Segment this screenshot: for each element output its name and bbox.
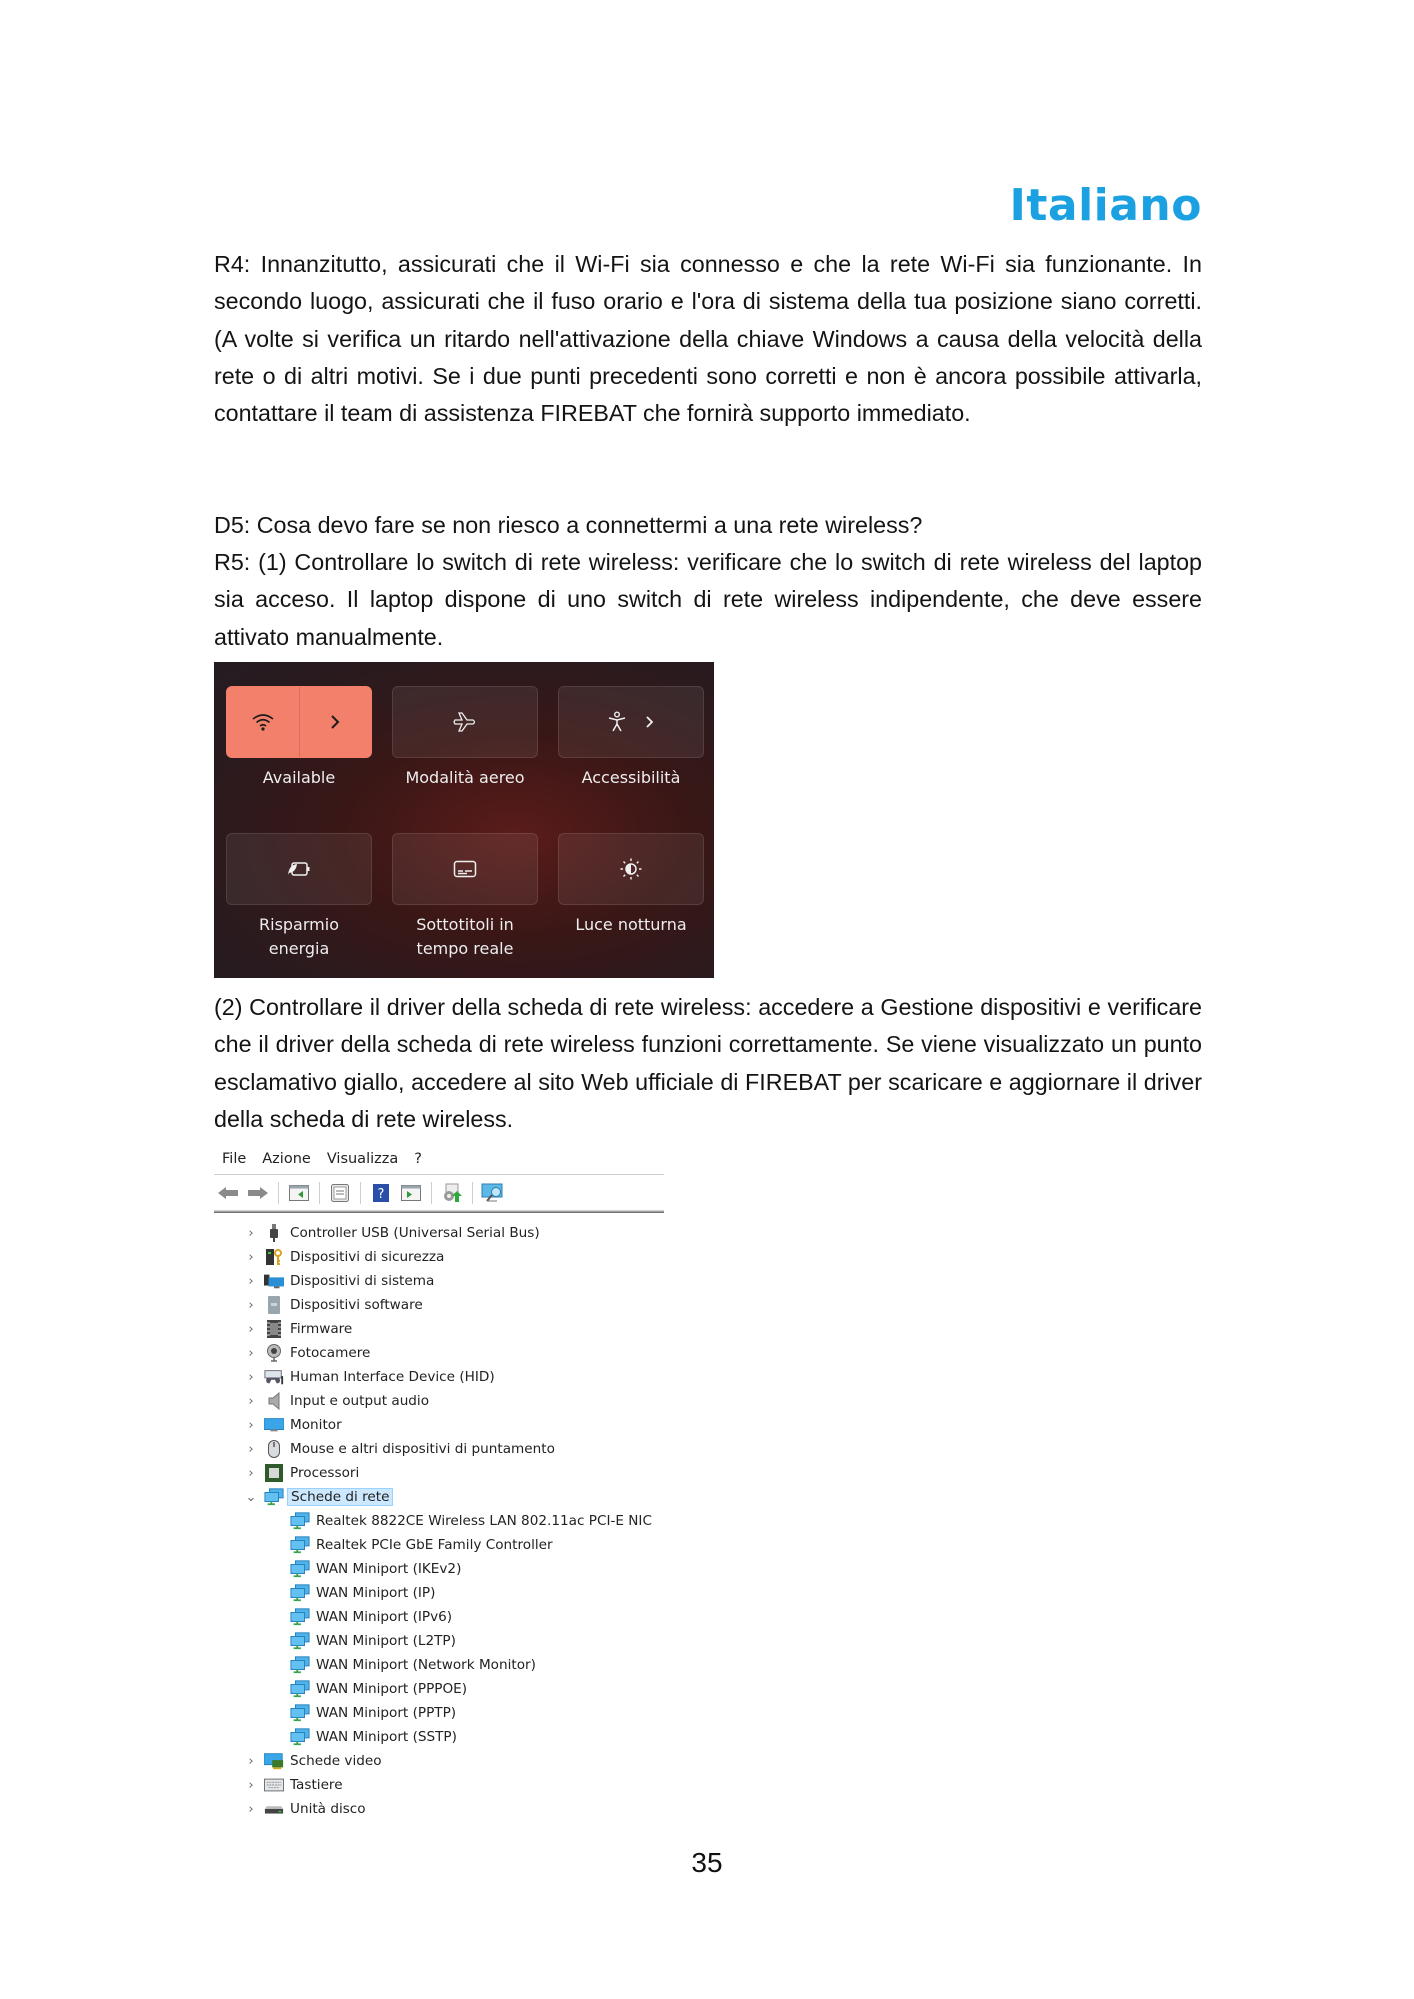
tree-item-label: Mouse e altri dispositivi di puntamento (290, 1441, 555, 1457)
tree-child-adapter[interactable] (284, 1701, 456, 1725)
adapter-label: Realtek PCIe GbE Family Controller (316, 1537, 553, 1553)
tree-child-adapter[interactable] (284, 1509, 652, 1533)
tree-item-audio[interactable] (244, 1389, 429, 1413)
tree-item-label: Firmware (290, 1321, 353, 1337)
live-captions-label-line1: Sottotitoli in (416, 915, 514, 934)
answer-r4-text: R4: Innanzitutto, assicurati che il Wi-Fi sia connesso e che la rete Wi-Fi sia funzionante. In secondo luogo, assicurati che il fuso orario e l'ora di sistema della tua posizione siano corretti. (A volte si verifica un ritardo nell'attivazione della chiave Windows a causa della velocità della rete o di altri motivi. Se i due punti precedenti sono corretti e non è ancora possibile attivarla, contattare il team di assistenza FIREBAT che fornirà supporto immediato. (214, 251, 1202, 427)
show-action-pane-icon[interactable] (399, 1182, 423, 1204)
chevron-right-icon (329, 714, 341, 730)
tree-item-label: Monitor (290, 1417, 342, 1433)
tree-item-label: Fotocamere (290, 1345, 371, 1361)
airplane-mode-label: Modalità aereo (405, 768, 525, 787)
display-adapter-icon (264, 1752, 284, 1770)
mouse-icon (264, 1440, 284, 1458)
toolbar-separator (472, 1182, 473, 1204)
adapter-label: WAN Miniport (PPPOE) (316, 1681, 468, 1697)
chevron-right-icon[interactable]: › (248, 1801, 254, 1817)
battery-saver-label-line1: Risparmio (259, 915, 339, 934)
answer-r5-part1-text: R5: (1) Controllare lo switch di rete wireless: verificare che lo switch di rete wireless del laptop sia acceso. Il laptop dispone di uno switch di rete wireless indipendente, che deve essere attivato manualmente. (214, 549, 1202, 650)
airplane-mode-tile[interactable] (392, 686, 538, 758)
battery-saver-label (219, 913, 379, 961)
chevron-right-icon (645, 715, 655, 729)
question-d5-text: D5: Cosa devo fare se non riesco a connettermi a una rete wireless? (214, 512, 923, 538)
wifi-icon (252, 713, 274, 731)
chevron-right-icon[interactable]: › (248, 1465, 254, 1481)
tree-item-keyboards[interactable] (244, 1773, 343, 1797)
accessibility-icon (607, 711, 627, 733)
menu-azione[interactable]: Azione (262, 1151, 311, 1167)
question-d5 (214, 507, 1202, 544)
accessibility-label: Accessibilità (581, 768, 681, 787)
svg-text:?: ? (377, 1187, 385, 1202)
chevron-right-icon[interactable]: › (248, 1777, 254, 1793)
menu-visualizza[interactable]: Visualizza (326, 1151, 399, 1167)
tree-child-adapter[interactable] (284, 1605, 452, 1629)
wifi-expand-button[interactable] (299, 687, 372, 757)
network-adapter-icon (290, 1584, 310, 1602)
night-light-label: Luce notturna (575, 915, 687, 934)
network-adapter-icon (290, 1632, 310, 1650)
tree-item-usb-controllers[interactable] (244, 1221, 540, 1245)
menu-file[interactable]: File (222, 1151, 247, 1167)
tree-item-cameras[interactable] (244, 1341, 370, 1365)
answer-r5-part2 (214, 989, 1202, 1138)
network-adapter-icon (290, 1704, 310, 1722)
chevron-right-icon[interactable]: › (248, 1297, 254, 1313)
adapter-label: WAN Miniport (IKEv2) (316, 1561, 462, 1577)
tree-item-label: Schede video (290, 1753, 382, 1769)
airplane-icon (453, 711, 477, 733)
forward-arrow-icon[interactable] (246, 1182, 270, 1204)
back-arrow-icon[interactable] (216, 1182, 240, 1204)
hid-icon (264, 1368, 284, 1386)
tree-item-label: Dispositivi di sistema (290, 1273, 435, 1289)
disk-drive-icon (264, 1800, 284, 1818)
network-adapter-icon (290, 1560, 310, 1578)
update-driver-icon[interactable] (440, 1182, 464, 1204)
network-adapter-icon (290, 1656, 310, 1674)
properties-icon[interactable] (328, 1182, 352, 1204)
battery-saver-label-line2: energia (268, 939, 330, 958)
tree-item-label: Processori (290, 1465, 360, 1481)
adapter-label: WAN Miniport (Network Monitor) (316, 1657, 536, 1673)
live-captions-label (385, 913, 545, 961)
tree-item-mouse[interactable] (244, 1437, 555, 1461)
tree-item-firmware[interactable] (244, 1317, 352, 1341)
adapter-label: Realtek 8822CE Wireless LAN 802.11ac PCI-E NIC (316, 1513, 652, 1529)
night-light-tile[interactable] (558, 833, 704, 905)
tree-item-label: Dispositivi software (290, 1297, 423, 1313)
answer-r5-part1 (214, 544, 1202, 656)
tree-child-adapter[interactable] (284, 1725, 457, 1749)
monitor-icon (264, 1416, 284, 1434)
adapter-label: WAN Miniport (PPTP) (316, 1705, 457, 1721)
tree-item-label: Input e output audio (290, 1393, 430, 1409)
device-manager-screenshot (214, 1147, 664, 1817)
chevron-right-icon[interactable]: › (248, 1441, 254, 1457)
system-device-icon (264, 1272, 284, 1290)
toolbar (214, 1178, 664, 1208)
usb-icon (264, 1224, 284, 1242)
wifi-tile[interactable] (226, 686, 372, 758)
menu-help[interactable]: ? (414, 1151, 422, 1167)
live-captions-tile[interactable] (392, 833, 538, 905)
tree-item-hid[interactable] (244, 1365, 495, 1389)
answer-r5-part2-text: (2) Controllare il driver della scheda di rete wireless: accedere a Gestione dispositivi e verificare che il driver della scheda di rete wireless funzioni correttamente. Se viene visualizzato un punto esclamativo giallo, accedere al sito Web ufficiale di FIREBAT per scaricare e aggiornare il driver della scheda di rete wireless. (214, 994, 1202, 1132)
accessibility-tile[interactable] (558, 686, 704, 758)
tree-child-adapter[interactable] (284, 1581, 435, 1605)
network-adapter-icon (290, 1512, 310, 1530)
menu-bar (222, 1151, 422, 1167)
network-adapter-icon (264, 1488, 284, 1506)
adapter-label: WAN Miniport (SSTP) (316, 1729, 457, 1745)
tree-child-adapter[interactable] (284, 1557, 461, 1581)
network-adapter-icon (290, 1536, 310, 1554)
page-heading: Italiano (1009, 180, 1202, 231)
toolbar-separator (319, 1182, 320, 1204)
tree-item-system-devices[interactable] (244, 1269, 434, 1293)
show-hide-console-tree-icon[interactable] (287, 1182, 311, 1204)
toolbar-separator (278, 1182, 279, 1204)
tree-item-label: Schede di rete (287, 1488, 393, 1506)
tree-item-software-devices[interactable] (244, 1293, 423, 1317)
adapter-label: WAN Miniport (L2TP) (316, 1633, 456, 1649)
tree-child-adapter[interactable] (284, 1533, 553, 1557)
help-icon[interactable] (369, 1182, 393, 1204)
tree-item-label: Human Interface Device (HID) (290, 1369, 495, 1385)
tree-item-label: Unità disco (290, 1801, 366, 1817)
wifi-tile-label: Available (262, 768, 336, 787)
chevron-right-icon[interactable]: › (248, 1393, 254, 1409)
toolbar-separator (360, 1182, 361, 1204)
network-adapter-icon (290, 1728, 310, 1746)
chevron-down-icon[interactable]: ⌄ (245, 1489, 257, 1505)
quick-settings-screenshot (214, 662, 714, 978)
chevron-right-icon[interactable]: › (248, 1417, 254, 1433)
tree-item-label: Tastiere (290, 1777, 343, 1793)
live-captions-label-line2: tempo reale (416, 939, 514, 958)
processor-icon (264, 1464, 284, 1482)
toolbar-separator (431, 1182, 432, 1204)
tree-child-adapter[interactable] (284, 1677, 467, 1701)
chevron-right-icon[interactable]: › (248, 1249, 254, 1265)
tree-item-monitor[interactable] (244, 1413, 342, 1437)
speaker-icon (264, 1392, 284, 1410)
adapter-label: WAN Miniport (IP) (316, 1585, 436, 1601)
firmware-icon (264, 1320, 284, 1338)
software-device-icon (264, 1296, 284, 1314)
chevron-right-icon[interactable]: › (248, 1753, 254, 1769)
tree-child-adapter[interactable] (284, 1653, 536, 1677)
night-light-icon (619, 857, 643, 881)
security-device-icon (264, 1248, 284, 1266)
toolbar-divider (214, 1210, 664, 1213)
page-number: 35 (691, 1847, 723, 1878)
menu-divider (214, 1174, 664, 1175)
scan-hardware-icon[interactable] (481, 1182, 505, 1204)
tree-item-security-devices[interactable] (244, 1245, 444, 1269)
adapter-label: WAN Miniport (IPv6) (316, 1609, 453, 1625)
wifi-toggle[interactable] (227, 687, 299, 757)
chevron-right-icon[interactable]: › (248, 1321, 254, 1337)
chevron-right-icon[interactable]: › (248, 1273, 254, 1289)
tree-item-processors[interactable] (244, 1461, 359, 1485)
tree-item-disk-drives[interactable] (244, 1797, 366, 1821)
tree-item-display-adapters[interactable] (244, 1749, 382, 1773)
chevron-right-icon[interactable]: › (248, 1225, 254, 1241)
tree-item-network-adapters[interactable] (244, 1485, 393, 1509)
chevron-right-icon[interactable]: › (248, 1369, 254, 1385)
battery-saver-tile[interactable] (226, 833, 372, 905)
keyboard-icon (264, 1776, 284, 1794)
chevron-right-icon[interactable]: › (248, 1345, 254, 1361)
tree-item-label: Dispositivi di sicurezza (290, 1249, 445, 1265)
network-adapter-icon (290, 1608, 310, 1626)
tree-child-adapter[interactable] (284, 1629, 456, 1653)
live-captions-icon (453, 860, 477, 878)
battery-saver-icon (286, 860, 312, 878)
tree-item-label: Controller USB (Universal Serial Bus) (290, 1225, 540, 1241)
network-adapter-icon (290, 1680, 310, 1698)
camera-icon (264, 1344, 284, 1362)
answer-r4 (214, 246, 1202, 432)
